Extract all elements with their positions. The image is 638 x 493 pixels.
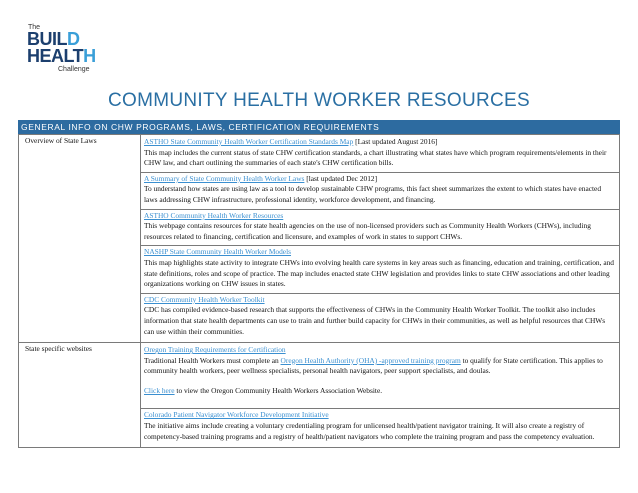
click-here-link[interactable]: Click here bbox=[144, 385, 175, 395]
entry-description: The initiative aims include creating a voluntary credentialing program for unlicensed health/patient navigator training. It will also create a registry of competency-based training programs and a registry of health/patient navigators who complete the training program and pass the competency evaluation. bbox=[144, 421, 595, 441]
section-header: GENERAL INFO ON CHW PROGRAMS, LAWS, CERTIFICATION REQUIREMENTS bbox=[18, 120, 620, 134]
resource-entry: ASTHO State Community Health Worker Certification Standards Map [Last updated August 2016] This map includes the current status of state CHW certification standards, a chart illustrating what states have which program requirements/elements in their CHW law, and chart outlining the summaries of each state's CHW certification bills. bbox=[141, 136, 619, 173]
entry-description: To understand how states are using law as a tool to develop sustainable CHW programs, this fact sheet summarizes the extent to which states have enacted laws addressing CHW infrastructure, professional identity, workforce development, and financing. bbox=[144, 184, 602, 204]
oha-program-link[interactable]: Oregon Health Authority (OHA) -approved training program bbox=[280, 355, 461, 365]
table-row bbox=[19, 135, 620, 343]
nashp-models-link[interactable]: NASHP State Community Health Worker Models bbox=[144, 247, 292, 257]
resources-table bbox=[18, 134, 620, 448]
resource-entry bbox=[141, 409, 619, 445]
resource-entry bbox=[141, 246, 619, 293]
logo-build: BUILD bbox=[27, 29, 80, 49]
row-label: State specific websites bbox=[19, 343, 141, 448]
logo-health: HEALTH bbox=[27, 46, 96, 66]
logo-the: The bbox=[28, 24, 41, 31]
astho-map-link[interactable]: ASTHO State Community Health Worker Certification Standards Map bbox=[144, 137, 354, 146]
entry-description: CDC has compiled evidence-based research that supports the effectiveness of CHWs in the Community Health Worker Toolkit. The toolkit also includes information that state health departments can use to train and further build capacity for CHWs in their communities, as well as helpful resources that CHWs can use within their communities. bbox=[144, 305, 606, 336]
resource-entry bbox=[141, 294, 619, 340]
row-content bbox=[141, 343, 620, 448]
table-row bbox=[19, 343, 620, 448]
entry-description: This webpage contains resources for state health agencies on the use of non-licensed providers such as Community Health Workers (CHWs), including resources related to financing, certification and licensure, and examples of work in states to support CHWs. bbox=[144, 221, 591, 241]
cdc-toolkit-link[interactable]: CDC Community Health Worker Toolkit bbox=[144, 294, 265, 304]
row-content bbox=[141, 135, 620, 343]
colorado-initiative-link[interactable]: Colorado Patient Navigator Workforce Development Initiative bbox=[144, 410, 329, 420]
resource-entry: A Summary of State Community Health Worker Laws [last updated Dec 2012] To understand how states are using law as a tool to develop sustainable CHW programs, this fact sheet summarizes the extent to which states have enacted laws addressing CHW infrastructure, professional identity, workforce development, and financing. bbox=[141, 173, 619, 210]
row-label: Overview of State Laws bbox=[19, 135, 141, 343]
resource-entry bbox=[141, 210, 619, 247]
summary-laws-link[interactable]: A Summary of State Community Health Worker Laws bbox=[144, 173, 305, 183]
astho-resources-link[interactable]: ASTHO Community Health Worker Resources bbox=[144, 210, 284, 220]
entry-description: This map includes the current status of state CHW certification standards, a chart illustrating what states have which program requirements/elements in their CHW law, and chart outlining the summaries of each state's CHW certification bills. bbox=[144, 147, 607, 168]
oregon-training-link[interactable]: Oregon Training Requirements for Certification bbox=[144, 345, 286, 355]
page-title: COMMUNITY HEALTH WORKER RESOURCES bbox=[108, 90, 530, 111]
build-health-logo bbox=[26, 24, 106, 78]
entry-description: This map highlights state activity to integrate CHWs into evolving health care systems in key areas such as financing, education and training, certification, and state definitions, roles and scope of practice. The map includes enacted state CHW legislation and provides links to state CHW associations and other leading organizations working on CHW issues in states. bbox=[144, 257, 614, 289]
logo-challenge: Challenge bbox=[58, 66, 90, 73]
resource-entry: Oregon Training Requirements for Certification Traditional Health Workers must complete an Oregon Health Authority (OHA) -approved training program to qualify for State certification. This applies to community health workers, peer wellness specialists, personal health navigators, peer support specialists, and doulas. Click here to view the Oregon Community Health Workers Association Website. bbox=[141, 344, 619, 409]
